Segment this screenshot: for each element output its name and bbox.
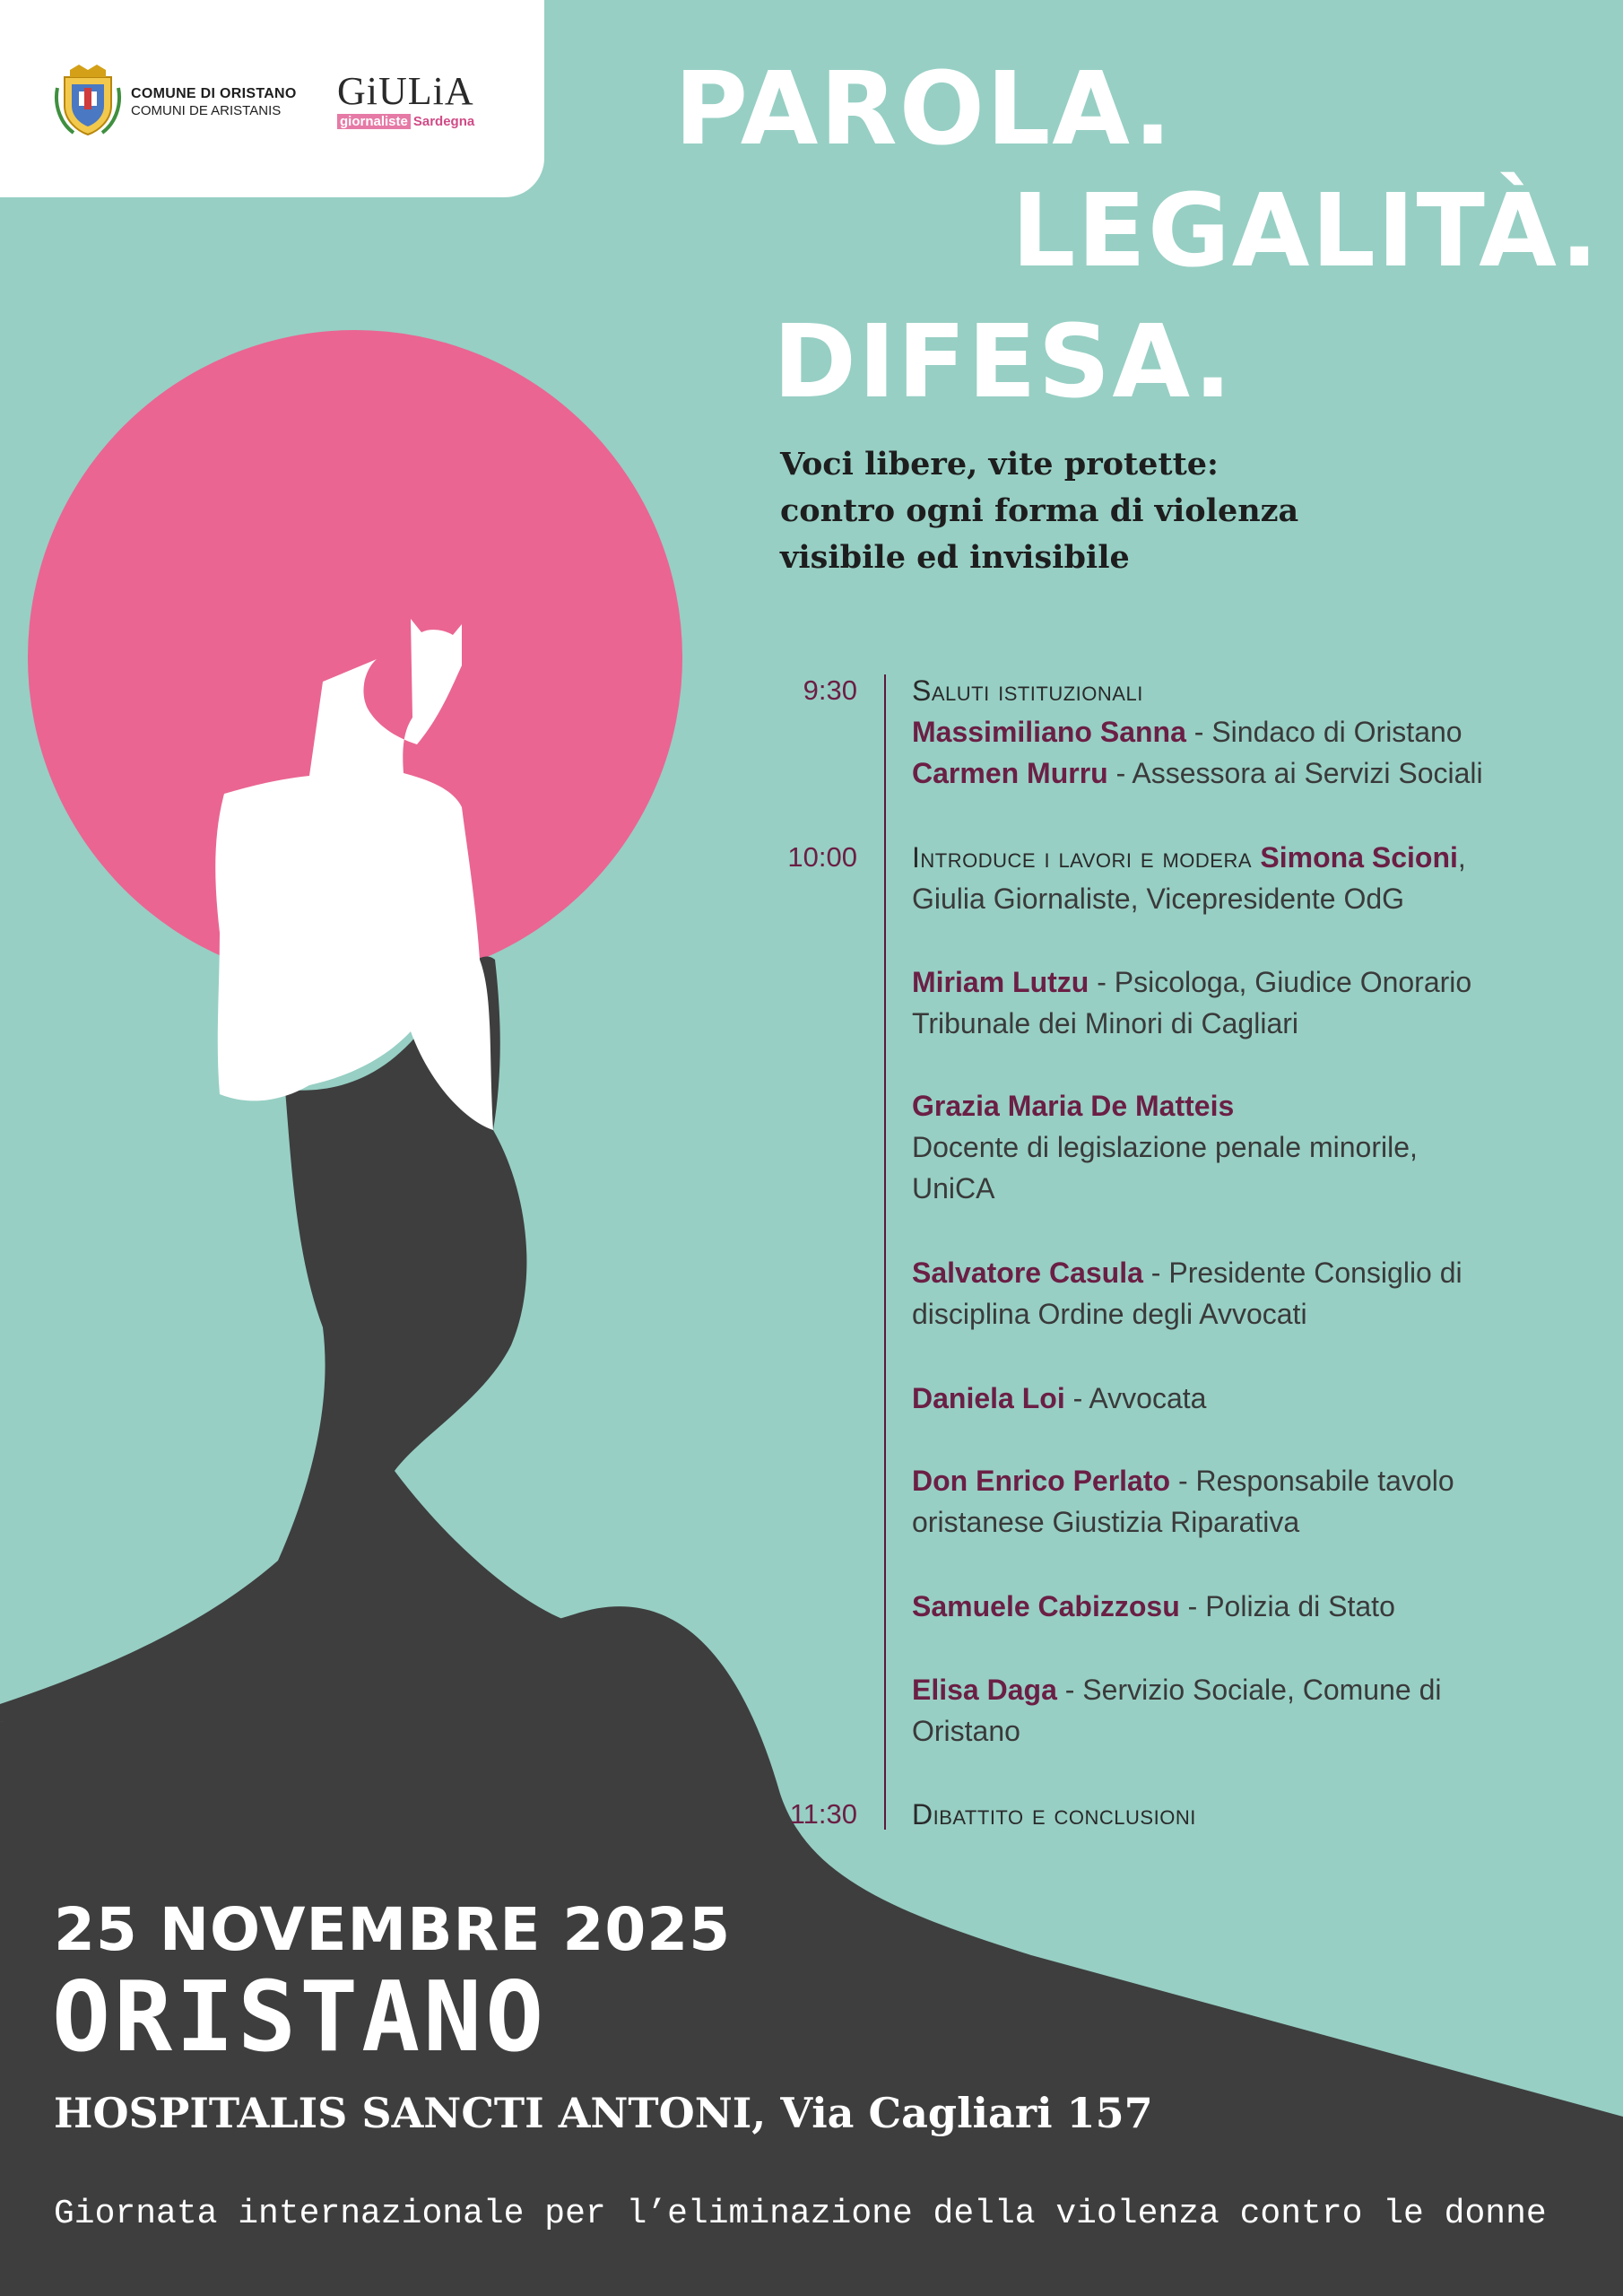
entry-6-name: Daniela Loi [912, 1382, 1065, 1414]
subtitle-line-2: contro ogni forma di violenza [780, 492, 1299, 529]
entry-2-intro: Introduce i lavori e modera [912, 841, 1261, 874]
headline-line-3: DIFESA. [773, 304, 1234, 421]
event-date: 25 NOVEMBRE 2025 [54, 1895, 732, 1964]
comune-line-2: COMUNI DE ARISTANIS [131, 103, 282, 118]
city-crest-icon [52, 61, 124, 138]
entry-4-role-2: UniCA [912, 1172, 995, 1205]
entry-8-name: Samuele Cabizzosu [912, 1590, 1180, 1622]
entry-7-name: Don Enrico Perlato [912, 1465, 1171, 1497]
entry-3-name: Miriam Lutzu [912, 966, 1089, 998]
entry-4-role-1: Docente di legislazione penale minorile, [912, 1131, 1418, 1163]
program-entry-8 [912, 1586, 1593, 1627]
comune-name [131, 86, 297, 118]
program-entry-10 [912, 1794, 1593, 1835]
giulia-logo [337, 69, 475, 130]
entry-5-role-2: disciplina Ordine degli Avvocati [912, 1298, 1307, 1330]
entry-9-role-2: Oristano [912, 1715, 1020, 1747]
entry-8-role: - Polizia di Stato [1179, 1590, 1395, 1622]
entry-2-comma: , [1457, 841, 1466, 874]
event-city: ORISTANO [52, 1961, 548, 2074]
program-entry-1 [912, 670, 1593, 794]
time-1: 9:30 [803, 674, 857, 706]
entry-3-role-1: - Psicologa, Giudice Onorario [1089, 966, 1472, 998]
time-2: 10:00 [787, 841, 857, 873]
entry-4-name: Grazia Maria De Matteis [912, 1090, 1235, 1122]
entry-1-role-2: - Assessora ai Servizi Sociali [1107, 757, 1483, 789]
entry-1-role-1: - Sindaco di Oristano [1185, 716, 1462, 748]
program-entry-9 [912, 1669, 1593, 1752]
entry-2-role: Giulia Giornaliste, Vicepresidente OdG [912, 883, 1405, 915]
entry-10-title: Dibattito e conclusioni [912, 1798, 1196, 1831]
entry-7-role-1: - Responsabile tavolo [1170, 1465, 1454, 1497]
entry-5-role-1: - Presidente Consiglio di [1142, 1257, 1462, 1289]
program-timeline-divider [884, 674, 886, 1830]
program-entry-6 [912, 1378, 1593, 1419]
entry-6-role: - Avvocata [1064, 1382, 1207, 1414]
program-entry-7 [912, 1460, 1593, 1543]
comune-line-1: COMUNE DI ORISTANO [131, 86, 297, 101]
entry-1-title: Saluti istituzionali [912, 674, 1143, 707]
subtitle [780, 441, 1298, 581]
program-entry-2 [912, 837, 1593, 919]
program-entry-3 [912, 961, 1593, 1044]
giulia-region: Sardegna [412, 114, 475, 129]
event-occasion: Giornata internazionale per l’eliminazione della violenza contro le donne [54, 2195, 1547, 2233]
program-entry-4 [912, 1085, 1593, 1209]
time-3: 11:30 [789, 1798, 857, 1830]
entry-5-name: Salvatore Casula [912, 1257, 1143, 1289]
entry-9-name: Elisa Daga [912, 1674, 1057, 1706]
entry-3-role-2: Tribunale dei Minori di Cagliari [912, 1007, 1298, 1039]
subtitle-line-1: Voci libere, vite protette: [780, 446, 1219, 483]
entry-1-name-2: Carmen Murru [912, 757, 1108, 789]
program-entry-5 [912, 1252, 1593, 1335]
giulia-subline [337, 113, 474, 130]
giulia-tag: giornaliste [337, 114, 411, 129]
entry-7-role-2: oristanese Giustizia Riparativa [912, 1506, 1300, 1538]
entry-2-name: Simona Scioni [1260, 841, 1458, 874]
headline-line-2: LEGALITÀ. [1011, 173, 1601, 290]
giulia-wordmark: GiULiA [337, 69, 474, 113]
logo-header [0, 0, 544, 197]
event-venue: HOSPITALIS SANCTI ANTONI, Via Cagliari 157 [54, 2089, 1153, 2137]
entry-1-name-1: Massimiliano Sanna [912, 716, 1186, 748]
subtitle-line-3: visibile ed invisibile [780, 539, 1130, 576]
headline-line-1: PAROLA. [674, 51, 1174, 168]
entry-9-role-1: - Servizio Sociale, Comune di [1056, 1674, 1442, 1706]
